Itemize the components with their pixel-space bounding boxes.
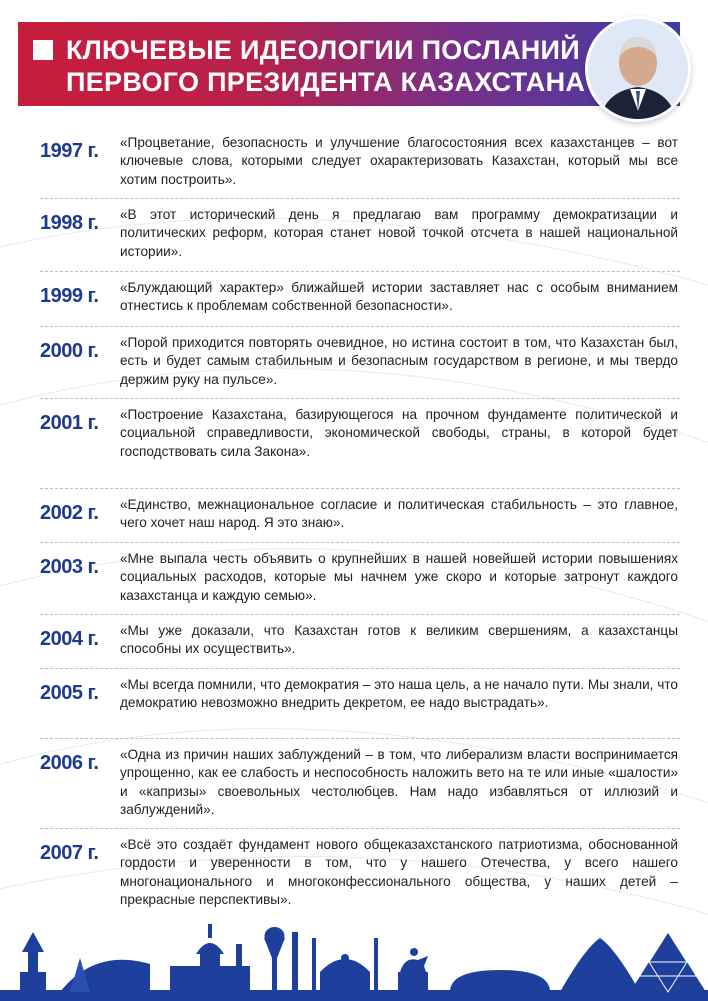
year-label: 1997 г. <box>40 140 99 162</box>
year-label: 2000 г. <box>40 340 99 362</box>
page-title <box>66 34 606 98</box>
quote-text: «Мы всегда помнили, что демократия – это наша цель, а не начало пути. Мы знали, что демократию невозможно внедрить декретом, ее надо выстрадать». <box>120 677 678 711</box>
year-label: 2007 г. <box>40 842 99 864</box>
astana-skyline-icon <box>0 918 708 1001</box>
square-bullet-icon <box>33 40 53 60</box>
year-label: 2005 г. <box>40 682 99 704</box>
year-label: 2002 г. <box>40 502 99 524</box>
divider <box>40 398 680 399</box>
divider <box>40 198 680 199</box>
divider <box>40 326 680 327</box>
divider <box>40 668 680 669</box>
year-label: 1999 г. <box>40 285 99 307</box>
title-line-2: ПЕРВОГО ПРЕЗИДЕНТА КАЗАХСТАНА <box>66 67 586 97</box>
quote-text: «Единство, межнациональное согласие и политическая стабильность – это главное, чего хочет наш народ. Я это знаю». <box>120 497 678 531</box>
divider <box>40 828 680 829</box>
year-label: 1998 г. <box>40 212 99 234</box>
quote-text: «Одна из причин наших заблуждений – в том, что либерализм власти воспринимается упрощенно, как ее слабость и неспособность наложить вето на те или иные «шалости» и «капризы» своевольных честолюбцев. Нам надо избавляться от иллюзий и заблуждений». <box>120 747 678 818</box>
quote-text: «Мы уже доказали, что Казахстан готов к великим свершениям, а казахстанцы способны их осуществить». <box>120 623 678 657</box>
year-label: 2004 г. <box>40 628 99 650</box>
quote-text: «Процветание, безопасность и улучшение благосостояния всех казахстанцев – вот ключевые слова, которыми следует охарактеризовать Казахстан, который мы все хотим построить». <box>120 135 678 187</box>
year-label: 2001 г. <box>40 412 99 434</box>
divider <box>40 542 680 543</box>
quote-text: «Мне выпала честь объявить о крупнейших в нашей новейшей истории повышениях социальных расходов, которые мы начнем уже скоро и которые затронут каждого казахстанца и каждую семью». <box>120 551 678 603</box>
divider <box>40 488 680 489</box>
quote-text: «Построение Казахстана, базирующегося на прочном фундаменте политической и социальной справедливости, экономической свободы, страны, в которой будет господствовать сила Закона». <box>120 407 678 459</box>
quote-text: «В этот исторический день я предлагаю вам программу демократизации и политических реформ, которая станет новой точкой отсчета в нашей национальной истории». <box>120 207 678 259</box>
divider <box>40 614 680 615</box>
quote-text: «Порой приходится повторять очевидное, но истина состоит в том, что Казахстан был, есть и будет самым стабильным и безопасным государством в регионе, и мы твердо держим руку на пульсе». <box>120 335 678 387</box>
quote-text: «Блуждающий характер» ближайшей истории заставляет нас с особым вниманием отнестись к проблемам собственной безопасности». <box>120 280 678 314</box>
person-portrait-icon <box>585 16 691 122</box>
quote-text: «Всё это создаёт фундамент нового общеказахстанского патриотизма, обоснованной гордости и уверенности в том, что у нашего Отечества, у всего нашего многонационального и многоконфессионального общества, у наших детей – прекрасные перспективы». <box>120 837 678 908</box>
year-label: 2006 г. <box>40 752 99 774</box>
title-line-1: КЛЮЧЕВЫЕ ИДЕОЛОГИИ ПОСЛАНИЙ <box>66 35 580 65</box>
divider <box>40 271 680 272</box>
year-label: 2003 г. <box>40 556 99 578</box>
divider <box>40 738 680 739</box>
header-banner <box>18 22 680 106</box>
